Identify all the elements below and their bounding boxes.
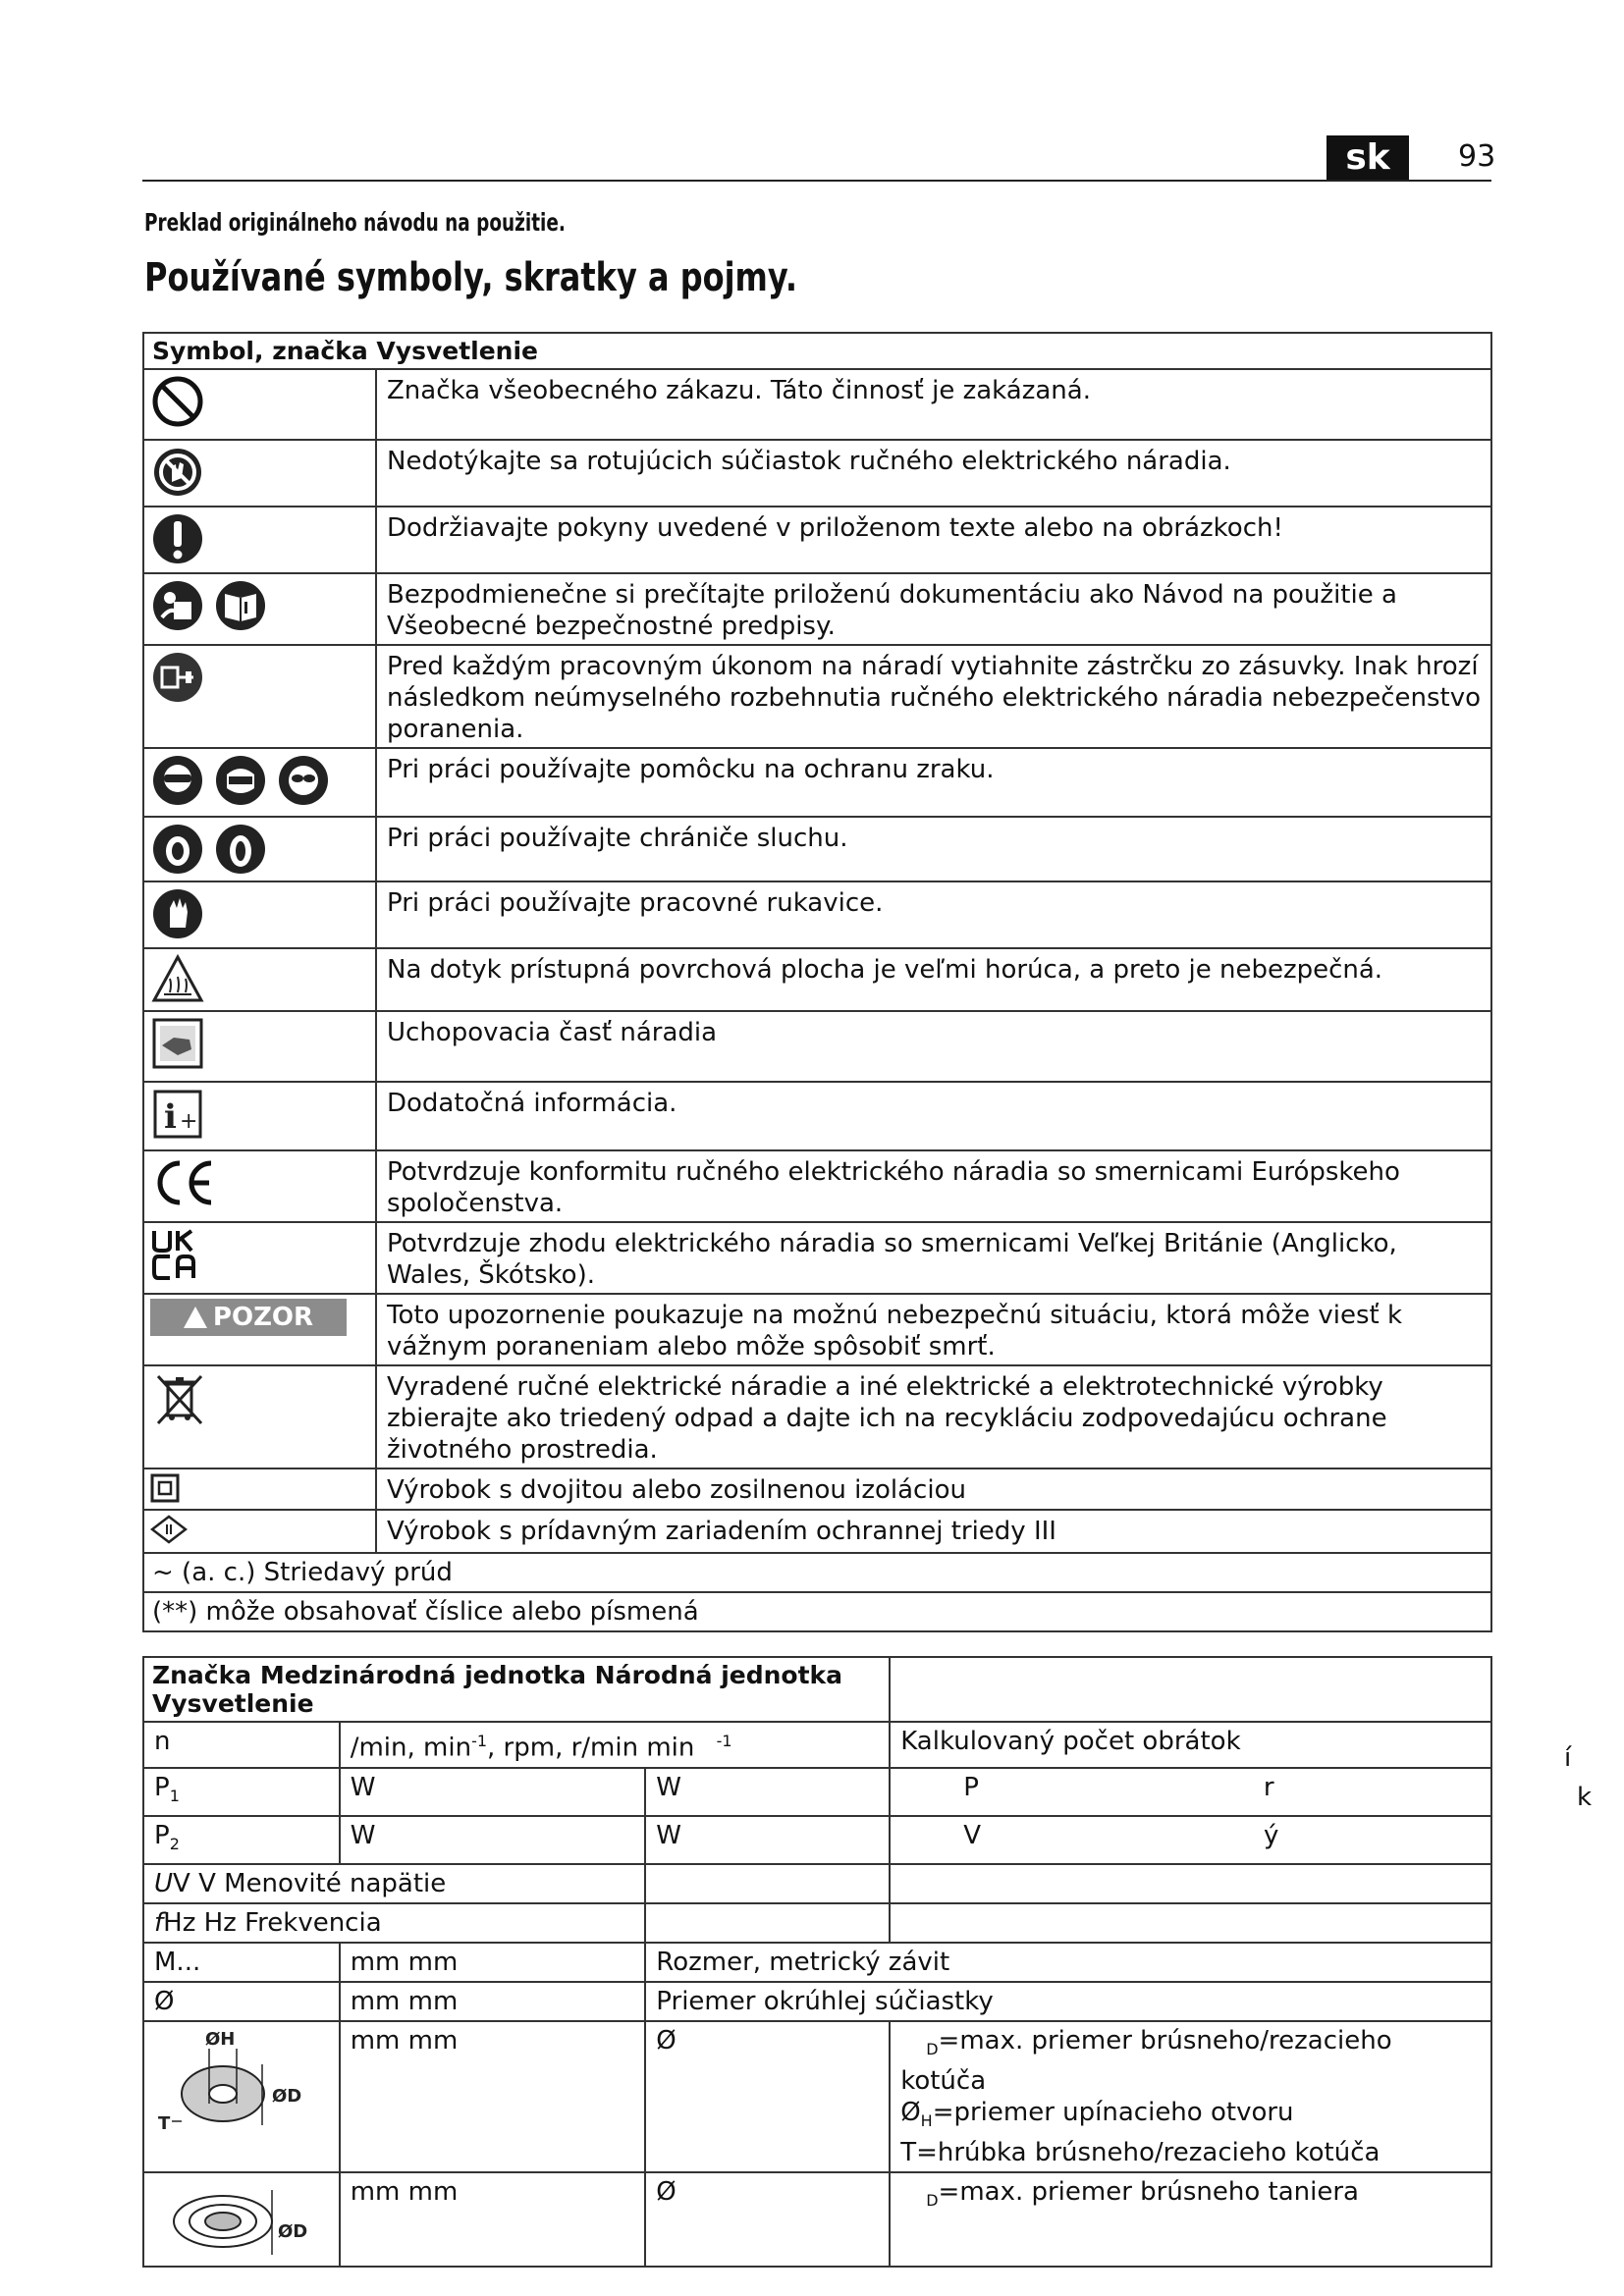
gloves-icon [150, 886, 205, 941]
unit-intl: W [340, 1768, 646, 1816]
disc-expl-2-pre: Ø [900, 2098, 921, 2128]
unit-symbol-sub: 2 [169, 1835, 180, 1854]
empty-cell [890, 1864, 1491, 1903]
unit-symbol: Ø [143, 1982, 340, 2021]
svg-text:+: + [180, 1109, 198, 1134]
disc-expl-line-2 [900, 2097, 1481, 2137]
unit-symbol-text: P [154, 1820, 170, 1850]
unit-intl: W [340, 1816, 646, 1864]
description-cell: Toto upozornenie poukazuje na možnú nebezpečnú situáciu, ktorá môže viesť k vážnym poraneniam alebo môže spôsobiť smrť. [376, 1294, 1491, 1365]
unit-explanation: Kalkulovaný počet obrátok [890, 1722, 1491, 1768]
unit-intl-text: /min, min [350, 1733, 472, 1763]
prohibition-icon [150, 374, 205, 429]
table-row [143, 1903, 1491, 1943]
unit-row-text: V V Menovité napätie [173, 1869, 447, 1899]
expl-part-b: r [1263, 1772, 1274, 1802]
ukca-mark-icon [150, 1227, 199, 1282]
table-row [143, 2172, 1491, 2267]
units-table-header: Značka Medzinárodná jednotka Národná jednotka Vysvetlenie [143, 1657, 890, 1722]
disc-label-h: ØH [205, 2029, 236, 2051]
svg-text:i: i [164, 1097, 177, 1137]
table-row [143, 369, 1491, 440]
table-row [143, 573, 1491, 645]
table-row [143, 2021, 1491, 2172]
unit-national: W [645, 1768, 890, 1816]
empty-cell [645, 1864, 890, 1903]
subtitle: Preklad originálneho návodu na použitie. [144, 208, 566, 237]
unit-row-voltage [143, 1864, 645, 1903]
table-row [143, 507, 1491, 573]
ce-mark-icon [150, 1155, 219, 1210]
unit-symbol-text: f [154, 1908, 164, 1939]
unit-intl: mm mm [340, 2172, 646, 2267]
description-cell: Uchopovacia časť náradia [376, 1011, 1491, 1082]
table-row [143, 440, 1491, 507]
table-row [143, 881, 1491, 948]
table-row [143, 1816, 1491, 1864]
ear-protection-icon [150, 822, 205, 877]
footer-row-ac: ~ (a. c.) Striedavý prúd [143, 1553, 1491, 1592]
disc-expl-2-sub: H [920, 2111, 933, 2131]
description-cell: Výrobok s prídavným zariadením ochrannej triedy III [376, 1510, 1491, 1553]
unit-intl-rest: , rpm, r/min min [487, 1733, 695, 1763]
unit-symbol: M... [143, 1943, 340, 1982]
unit-symbol-text: P [154, 1772, 170, 1802]
warning-label-text: POZOR [212, 1303, 314, 1332]
table-row [143, 1982, 1491, 2021]
page-title: Používané symboly, skratky a pojmy. [144, 255, 797, 300]
description-cell: Potvrdzuje zhodu elektrického náradia so smernicami Veľkej Británie (Anglicko, Wales, Škótsko). [376, 1222, 1491, 1294]
unit-intl [340, 1722, 890, 1768]
exclamation-icon [150, 511, 205, 566]
description-cell: Výrobok s dvojitou alebo zosilnenou izoláciou [376, 1468, 1491, 1510]
unit-row-text: Hz Hz Frekvencia [163, 1908, 382, 1939]
description-cell: Potvrdzuje konformitu ručného elektrického náradia so smernicami Európskeho spoločenstva. [376, 1150, 1491, 1222]
description-cell: Pred každým pracovným úkonom na náradí vytiahnite zástrčku zo zásuvky. Inak hrozí následkom neúmyselného rozbehnutia ručného elektrického náradia nebezpečenstvo poranenia. [376, 645, 1491, 748]
table-row [143, 817, 1491, 881]
ear-protection-icon-group [150, 822, 369, 877]
description-cell: Nedotýkajte sa rotujúcich súčiastok ručného elektrického náradia. [376, 440, 1491, 507]
grip-area-icon [150, 1016, 205, 1071]
page-number: 93 [1458, 139, 1496, 174]
language-badge: sk [1326, 135, 1409, 181]
unit-explanation [890, 1816, 1491, 1864]
unit-explanation: Rozmer, metrický závit [645, 1943, 1491, 1982]
warning-triangle-icon [184, 1307, 207, 1328]
unit-national: Ø [645, 2172, 890, 2267]
disc-expl-2-text: =priemer upínacieho otvoru [932, 2098, 1294, 2128]
table-row [143, 1150, 1491, 1222]
unit-explanation: Priemer okrúhlej súčiastky [645, 1982, 1491, 2021]
table-row [143, 748, 1491, 817]
unit-intl-sup: -1 [471, 1732, 488, 1750]
description-cell: Značka všeobecného zákazu. Táto činnosť je zakázaná. [376, 369, 1491, 440]
face-shield-icon [213, 753, 268, 808]
unit-symbol-sub: 1 [169, 1786, 180, 1805]
warning-label-icon [150, 1299, 347, 1336]
info-plus-icon [150, 1087, 205, 1142]
pad-expl-sub: D [926, 2191, 939, 2211]
empty-cell [645, 1903, 890, 1943]
description-cell: Dodržiavajte pokyny uvedené v priloženom texte alebo na obrázkoch! [376, 507, 1491, 573]
weee-bin-icon [150, 1370, 209, 1429]
disc-label-t: T [158, 2113, 171, 2135]
read-manual-icon-group [150, 578, 369, 633]
headphones-icon [213, 822, 268, 877]
table-header-row [143, 1657, 1491, 1722]
empty-cell [890, 1903, 1491, 1943]
book-icon [213, 578, 268, 633]
description-cell: Pri práci používajte pracovné rukavice. [376, 881, 1491, 948]
unit-national: W [645, 1816, 890, 1864]
table-row [143, 1082, 1491, 1150]
table-header-row [143, 333, 1491, 369]
table-row [143, 1468, 1491, 1510]
table-row [143, 645, 1491, 748]
disc-expl-line-1 [900, 2025, 1481, 2097]
table-row [143, 1592, 1491, 1631]
eye-protection-icon [150, 753, 205, 808]
eye-protection-icon-group [150, 753, 369, 808]
unit-national: Ø [645, 2021, 890, 2172]
table-row [143, 1553, 1491, 1592]
unit-intl: mm mm [340, 1943, 646, 1982]
table-row [143, 1943, 1491, 1982]
description-cell: Dodatočná informácia. [376, 1082, 1491, 1150]
description-cell: Vyradené ručné elektrické náradie a iné elektrické a elektrotechnické výrobky zbierajte ako triedený odpad a dajte ich na recykláciu zodpovedajúcu ochrane životného prostredia. [376, 1365, 1491, 1468]
unit-symbol [143, 1768, 340, 1816]
symbols-table-header: Symbol, značka Vysvetlenie [143, 333, 1491, 369]
unit-symbol-text: U [154, 1869, 174, 1899]
goggles-icon [276, 753, 331, 808]
disc-expl-line-3: T=hrúbka brúsneho/rezacieho kotúča [900, 2138, 1380, 2168]
footer-row-note: (**) môže obsahovať číslice alebo písmená [143, 1592, 1491, 1631]
table-row [143, 1864, 1491, 1903]
unit-intl: mm mm [340, 2021, 646, 2172]
table-row [143, 1722, 1491, 1768]
disc-label-d: ØD [272, 2086, 302, 2108]
class-iii-icon [150, 1515, 188, 1544]
header-rule [142, 180, 1491, 182]
table-row [143, 1011, 1491, 1082]
unplug-icon [150, 650, 205, 705]
table-row [143, 1510, 1491, 1553]
table-row [143, 1365, 1491, 1468]
table-row [143, 1768, 1491, 1816]
description-cell: Pri práci používajte chrániče sluchu. [376, 817, 1491, 881]
description-cell: Na dotyk prístupná povrchová plocha je veľmi horúca, a preto je nebezpečná. [376, 948, 1491, 1011]
hot-surface-icon [150, 953, 205, 1004]
unit-intl: mm mm [340, 1982, 646, 2021]
expl-part-b: ý [1264, 1820, 1279, 1850]
sanding-pad-diagram-icon [154, 2176, 321, 2261]
disc-expl-1-text: =max. priemer brúsneho/rezacieho kotúča [900, 2026, 1392, 2097]
double-insulation-icon [150, 1473, 180, 1503]
unit-symbol [143, 1816, 340, 1864]
grinding-disc-diagram-icon [154, 2025, 321, 2135]
disc-expl-1-sub: D [926, 2040, 939, 2059]
unit-row-frequency [143, 1903, 645, 1943]
units-table [142, 1656, 1492, 2268]
unit-explanation [890, 2172, 1491, 2267]
pad-diagram-cell [143, 2172, 340, 2267]
description-cell: Bezpodmienečne si prečítajte priloženú dokumentáciu ako Návod na použitie a Všeobecné bezpečnostné predpisy. [376, 573, 1491, 645]
symbol-cell [143, 369, 376, 440]
unit-explanation [890, 2021, 1491, 2172]
pad-expl-text: =max. priemer brúsneho taniera [938, 2177, 1359, 2208]
table-row [143, 948, 1491, 1011]
expl-part-a: P [963, 1772, 979, 1802]
read-manual-icon [150, 578, 205, 633]
header-empty-cell [890, 1657, 1491, 1722]
unit-nat-sup: -1 [716, 1732, 732, 1750]
description-cell: Pri práci používajte pomôcku na ochranu zraku. [376, 748, 1491, 817]
table-row [143, 1222, 1491, 1294]
symbols-table [142, 332, 1492, 1632]
stray-char-b: k [1577, 1783, 1593, 1812]
unit-symbol: n [143, 1722, 340, 1768]
pad-label-d: ØD [278, 2221, 308, 2243]
no-touch-rotating-icon [150, 445, 205, 500]
expl-part-a: V [963, 1820, 981, 1850]
disc-diagram-cell [143, 2021, 340, 2172]
stray-char-a: í [1564, 1743, 1572, 1773]
table-row [143, 1294, 1491, 1365]
unit-explanation [890, 1768, 1491, 1816]
